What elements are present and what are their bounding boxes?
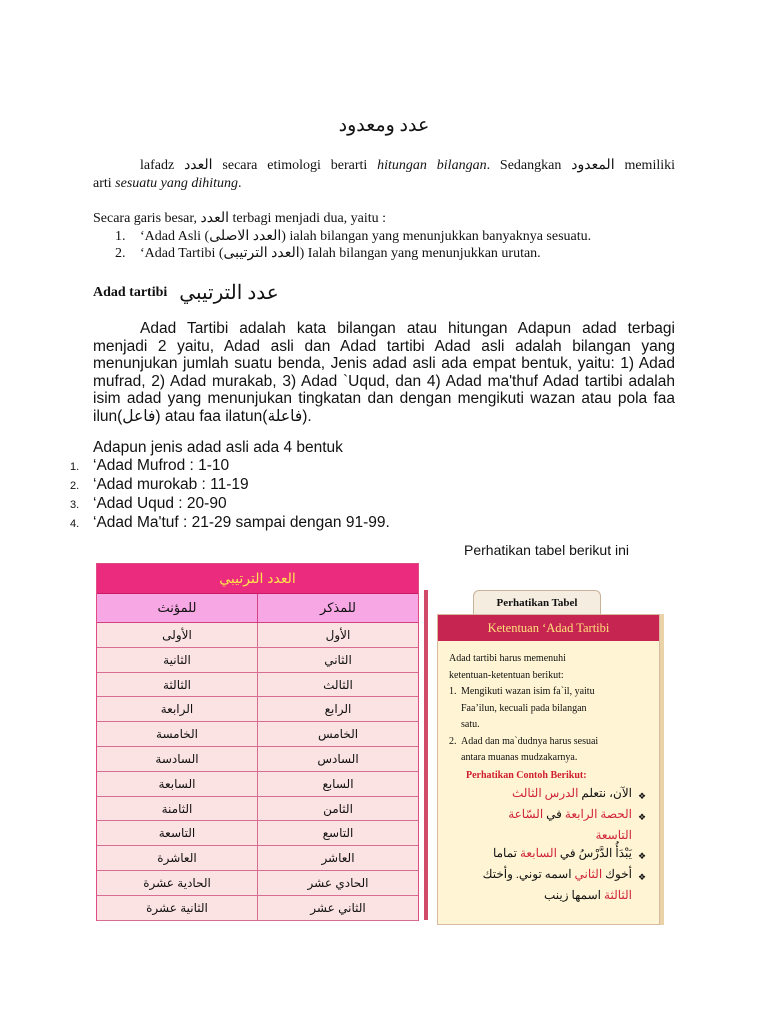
cell-feminine: التاسعة [97, 821, 258, 845]
rule-line: satu. [461, 719, 480, 730]
garis-besar-arabic: العدد [200, 211, 229, 226]
list-item-number: 2. [115, 246, 126, 261]
table-row [97, 747, 418, 772]
cell-feminine: الحادية عشرة [97, 871, 258, 895]
example-line [449, 784, 648, 805]
cell-masculine: السابع [322, 776, 354, 791]
document-title: عدد ومعدود [338, 115, 430, 136]
example-line [449, 844, 648, 865]
cell-feminine: الأولى [97, 623, 258, 647]
cell-masculine: الأول [325, 628, 351, 642]
rule-number: 2. [449, 735, 457, 747]
example-line [449, 826, 648, 844]
table-row [97, 722, 418, 747]
cell-masculine: الخامس [317, 727, 359, 742]
example-line [449, 805, 648, 826]
list-item [115, 228, 675, 245]
cell-feminine: الثانية [97, 648, 258, 672]
table-row [97, 821, 418, 846]
diamond-bullet-icon [638, 826, 648, 844]
list-item-text: ‘Adad Uqud : 20-90 [93, 495, 227, 512]
rule-number: 1. [449, 686, 457, 697]
ordinal-numbers-table [96, 563, 419, 921]
section-heading-arabic: عدد الترتيبي [179, 282, 279, 304]
jenis-list [70, 457, 630, 533]
example-text [493, 844, 632, 865]
intro-text-f: . [238, 176, 242, 191]
section-last-text-c: ). [302, 407, 312, 425]
table-row [97, 623, 418, 648]
intro-italic-sesuatu: sesuatu yang dihitung [115, 176, 239, 191]
perhatikan-caption: Perhatikan tabel berikut ini [464, 542, 629, 558]
list-item-text-b: ) ialah bilangan yang menunjukkan banyaknya sesuatu. [281, 229, 592, 244]
header-feminine: للمؤنث [97, 594, 258, 622]
cell-masculine: الثامن [323, 801, 353, 816]
list-item-number: 1. [115, 229, 126, 244]
cell-masculine: التاسع [322, 826, 354, 841]
rule-line: antara muanas mudzakarnya. [461, 752, 578, 763]
rule-item [449, 684, 650, 734]
rule-line: Mengikuti wazan isim fa`il, yaitu [461, 686, 595, 697]
cell-masculine: الثاني عشر [310, 900, 366, 915]
list-item [70, 457, 630, 476]
cell-feminine: السابعة [97, 772, 258, 796]
page-edge-strip [424, 590, 428, 920]
section-last-arabic-2: فاعلة [267, 407, 303, 425]
cell-masculine: الحادي عشر [307, 875, 369, 890]
examples-list [449, 784, 650, 904]
example-plain: اسمه توني. وأختك [482, 867, 575, 881]
section-line: Adad Tartibi adalah kata bilangan atau hitungan Adapun adad terbagi [140, 320, 675, 337]
example-text [512, 784, 632, 805]
table-title: العدد الترتيبي [97, 564, 418, 594]
intro-text-e: arti [93, 176, 112, 191]
table-row [97, 846, 418, 871]
cell-feminine: السادسة [97, 747, 258, 771]
list-item-text-b: ) Ialah bilangan yang menunjukkan urutan. [299, 246, 541, 261]
list-item-text: ‘Adad Ma'tuf : 21-29 sampai dengan 91-99. [93, 514, 390, 531]
intro-italic-hitungan: hitungan bilangan [377, 158, 487, 173]
header-masculine: للمذكر [320, 600, 356, 615]
rules-tab-label: Perhatikan Tabel [473, 590, 601, 616]
section-last-arabic-1: فاعل [122, 407, 156, 425]
example-highlight: الثالثة [604, 888, 632, 902]
example-line [449, 886, 648, 904]
list-item [70, 495, 630, 514]
rule-item [449, 734, 650, 767]
list-item [70, 476, 630, 495]
example-highlight: الدرس الثالث [511, 786, 579, 800]
rule-line: Adad dan ma`dudnya harus sesuai [461, 735, 599, 747]
example-plain: في [543, 807, 565, 821]
jenis-lead: Adapun jenis adad asli ada 4 bentuk [93, 439, 343, 456]
section-heading-label: Adad tartibi [93, 284, 168, 300]
table-row [97, 673, 418, 698]
list-item-text [140, 228, 591, 245]
section-last-text-a: ilun( [93, 407, 123, 425]
diamond-bullet-icon: ❖ [638, 812, 647, 822]
cell-masculine: الثاني [324, 652, 352, 667]
cell-masculine: الثالث [323, 677, 353, 692]
list-item-arabic: العدد الترتيبى [223, 246, 300, 261]
rules-box-body [438, 641, 659, 904]
table-header-row [97, 594, 418, 623]
table-row [97, 797, 418, 822]
cell-masculine: العاشر [321, 851, 355, 866]
rules-intro-line: Adad tartibi harus memenuhi [449, 653, 566, 664]
example-text [544, 886, 632, 904]
list-item [70, 514, 630, 533]
list-item-text [140, 245, 541, 262]
intro-text-b: secara etimologi berarti [222, 158, 368, 173]
garis-besar-text-a: Secara garis besar, [93, 211, 197, 226]
section-heading [93, 280, 279, 305]
rules-box [437, 614, 660, 925]
table-row [97, 697, 418, 722]
list-item-number: 1. [70, 461, 80, 473]
intro-text-c: . Sedangkan [486, 158, 562, 173]
example-plain: اسمها زينب [543, 888, 605, 902]
diamond-bullet-icon: ❖ [638, 791, 647, 801]
list-item-arabic: العدد الاصلى [209, 229, 282, 244]
cell-masculine: السادس [317, 751, 359, 766]
garis-besar-lead [93, 210, 675, 228]
list-item-text: ‘Adad murokab : 11-19 [93, 476, 249, 493]
list-item-number: 2. [70, 480, 80, 492]
cell-feminine: الرابعة [97, 697, 258, 721]
cell-feminine: الثالثة [97, 673, 258, 697]
cell-feminine: الثامنة [97, 797, 258, 821]
example-plain: أخوك [602, 867, 632, 881]
section-paragraph [93, 320, 675, 425]
table-row [97, 896, 418, 921]
table-row [97, 772, 418, 797]
example-highlight: التاسعة [595, 828, 632, 842]
rules-intro-line: ketentuan-ketentuan berikut: [449, 669, 564, 681]
intro-arabic-aladad: العدد [184, 158, 213, 173]
cell-feminine: الثانية عشرة [97, 896, 258, 920]
example-text [595, 826, 632, 844]
example-highlight: الثاني [574, 867, 603, 881]
example-text [508, 805, 632, 826]
rule-line: Faa’ilun, kecuali pada bilangan [461, 702, 587, 714]
example-plain: يَبْدَأُ الدَّرْسُ في [556, 846, 632, 860]
diamond-bullet-icon [638, 886, 648, 904]
table-row [97, 648, 418, 673]
cell-masculine: الرابع [324, 702, 352, 717]
intro-text-a: lafadz [140, 158, 175, 173]
list-item [115, 245, 675, 262]
table-body [97, 623, 418, 921]
section-line: menunjukan jumlah suatu benda, Jenis adad asli ada empat bentuk, yaitu: 1) Adad [93, 355, 675, 372]
intro-paragraph [93, 157, 675, 193]
list-item-text-a: ‘Adad Asli ( [140, 229, 210, 244]
box-edge-shadow [660, 614, 664, 925]
diamond-bullet-icon: ❖ [638, 872, 647, 882]
list-item-text: ‘Adad Mufrod : 1-10 [93, 457, 230, 474]
section-line: isim adad yang menunjukan tingkatan dan dengan mengikuti wazan atau pola faa [93, 390, 675, 407]
table-row [97, 871, 418, 896]
example-highlight: الحصة الرابعة [564, 807, 632, 821]
example-text [483, 865, 632, 886]
intro-text-d: memiliki [624, 158, 676, 173]
example-line [449, 865, 648, 886]
cell-feminine: الخامسة [97, 722, 258, 746]
list-item-text-a: ‘Adad Tartibi ( [140, 246, 224, 261]
section-line: mufrad, 2) Adad murakab, 3) Adad `Uqud, dan 4) Adad ma'thuf Adad tartibi adalah [93, 372, 675, 390]
contoh-label: Perhatikan Contoh Berikut: [466, 769, 587, 781]
list-item-number: 3. [70, 499, 80, 511]
section-line-last [93, 408, 675, 426]
example-plain: تماما [492, 846, 520, 860]
section-line: menjadi 2 yaitu, Adad asli dan Adad tartibi Adad asli adalah bilangan yang [93, 337, 675, 355]
rules-box-title: Ketentuan ‘Adad Tartibi [438, 615, 659, 641]
cell-feminine: العاشرة [97, 846, 258, 870]
list-item-number: 4. [70, 518, 80, 530]
example-highlight: السّاعة [508, 807, 544, 821]
example-highlight: السابعة [520, 846, 557, 860]
section-last-text-b: ) atau faa ilatun( [155, 407, 268, 425]
example-plain: الآن، نتعلم [578, 786, 632, 800]
garis-besar-list [115, 228, 675, 262]
diamond-bullet-icon: ❖ [638, 851, 647, 861]
intro-arabic-almadud: المعدود [571, 158, 615, 173]
garis-besar-text-b: terbagi menjadi dua, yaitu : [232, 211, 387, 226]
